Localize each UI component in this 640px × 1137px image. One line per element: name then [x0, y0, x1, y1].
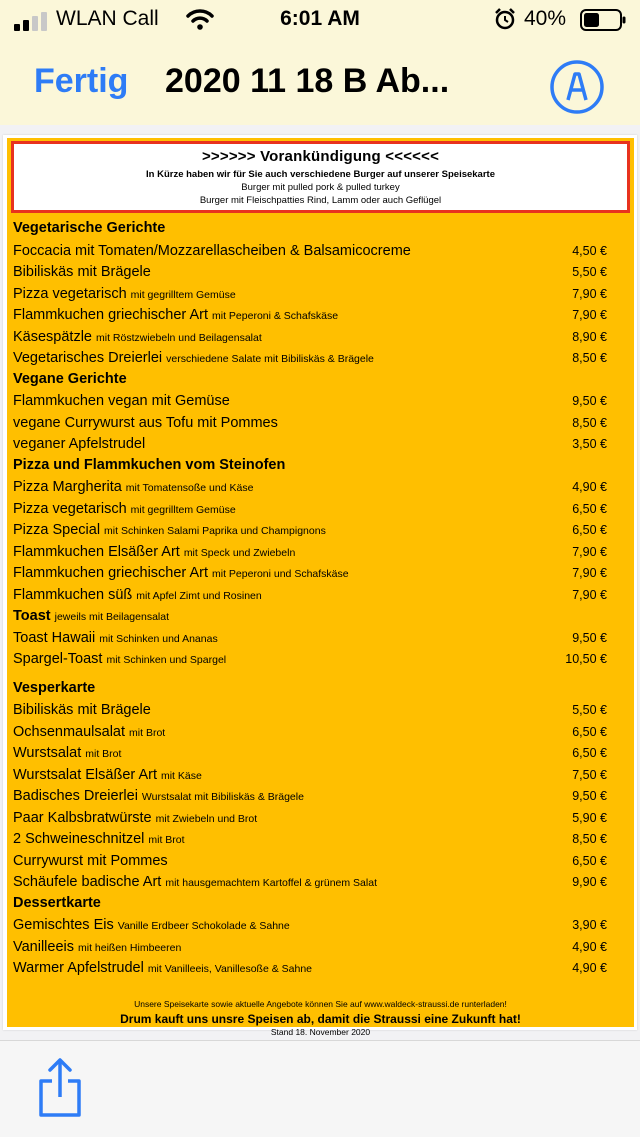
menu-item — [13, 263, 607, 284]
menu-item-description: mit Brot — [148, 834, 185, 846]
menu-item-price: 8,90 € — [572, 329, 607, 344]
menu-item-name: Wurstsalat Elsäßer Art — [13, 766, 157, 783]
menu-item — [13, 392, 607, 413]
menu-item-price: 6,50 € — [572, 523, 607, 537]
menu-item-name: Flammkuchen vegan mit Gemüse — [13, 393, 230, 409]
menu-item-price: 6,50 € — [572, 724, 607, 739]
menu-item — [13, 723, 607, 744]
menu-item-name: Flammkuchen griechischer Art — [13, 307, 209, 323]
menu-item — [13, 787, 607, 808]
menu-item-price: 5,50 € — [572, 703, 607, 717]
menu-item — [13, 938, 607, 959]
menu-item-price: 7,50 € — [572, 767, 607, 782]
menu-item-name: Wurstsalat — [13, 745, 82, 761]
menu-item-name: Badisches Dreierlei — [13, 788, 138, 804]
menu-item-name: Bibiliskäs mit Brägele — [13, 264, 151, 280]
menu-item-price: 9,90 € — [572, 875, 607, 889]
menu-card — [7, 138, 634, 1037]
menu-item-price: 7,90 € — [572, 566, 607, 580]
menu-item-description: Vanille Erdbeer Schokolade & Sahne — [117, 920, 290, 932]
menu-item — [13, 564, 607, 585]
announcement-title: >>>>>> Vorankündigung <<<<<< — [201, 148, 440, 165]
menu-item — [13, 766, 607, 787]
menu-item — [13, 701, 607, 722]
status-bar — [0, 0, 640, 40]
menu-item — [13, 629, 607, 650]
menu-item-description: Wurstsalat mit Bibiliskäs & Brägele — [141, 791, 304, 803]
menu-item-description: mit Zwiebeln und Brot — [155, 812, 258, 825]
menu-item-price: 7,90 € — [572, 286, 607, 301]
announcement-text: Burger mit pulled pork & pulled turkey — [241, 182, 400, 193]
document-page — [3, 135, 637, 1037]
menu-item — [13, 306, 607, 327]
menu-item-price: 9,50 € — [572, 630, 607, 645]
menu-item-description: mit Vanilleeis, Vanillesoße & Sahne — [147, 963, 313, 975]
document-viewer[interactable] — [0, 125, 640, 1040]
menu-item-name: Spargel-Toast — [13, 651, 103, 667]
menu-item-description: jeweils mit Beilagensalat — [54, 611, 169, 623]
menu-item-price: 8,50 € — [572, 832, 607, 846]
menu-item-price: 3,50 € — [572, 437, 607, 451]
menu-item-description: mit Röstzwiebeln und Beilagensalat — [96, 331, 262, 344]
battery-percent: 40% — [524, 7, 567, 30]
menu-item-price: 4,90 € — [572, 961, 607, 975]
menu-item-name: Pizza vegetarisch — [13, 285, 127, 302]
menu-item — [13, 435, 607, 456]
menu-item-price: 5,50 € — [572, 265, 607, 279]
menu-item-description: verschiedene Salate mit Bibiliskäs & Brägele — [166, 353, 374, 365]
menu-item-price: 7,90 € — [572, 587, 607, 602]
share-icon[interactable] — [35, 1055, 85, 1119]
navigation-bar — [0, 50, 640, 120]
menu-item-description: mit Schinken und Ananas — [99, 632, 218, 645]
menu-item — [13, 744, 607, 765]
section-title: Dessertkarte — [13, 894, 101, 911]
menu-item-description: mit Peperoni und Schafskäse — [212, 568, 349, 580]
menu-item-price: 6,50 € — [572, 746, 607, 760]
menu-item-price: 9,50 € — [572, 789, 607, 803]
menu-item-price: 4,90 € — [572, 939, 607, 954]
menu-item — [13, 349, 607, 370]
menu-item-name: Schäufele badische Art — [13, 874, 162, 890]
menu-item-price: 10,50 € — [565, 652, 607, 666]
document-title: 2020 11 18 B Ab... — [165, 62, 450, 100]
menu-item-description: mit Tomatensoße und Käse — [125, 482, 254, 494]
menu-item-price: 4,90 € — [572, 480, 607, 494]
menu-item — [13, 521, 607, 542]
bottom-toolbar — [0, 1040, 640, 1137]
menu-item-name: Flammkuchen süß — [13, 586, 133, 603]
menu-item-name: Vegetarisches Dreierlei — [13, 350, 163, 366]
menu-item — [13, 809, 607, 830]
menu-item-name: Toast — [13, 608, 51, 624]
menu-item — [13, 830, 607, 851]
menu-item-description: mit Schinken Salami Paprika und Champignons — [104, 525, 326, 537]
menu-item-name: 2 Schweineschnitzel — [13, 831, 145, 847]
menu-item — [13, 285, 607, 306]
menu-item — [13, 242, 607, 263]
footer-date: Stand 18. November 2020 — [270, 1026, 371, 1037]
menu-item — [13, 543, 607, 564]
menu-item-price: 8,50 € — [572, 415, 607, 430]
section-title: Vegane Gerichte — [13, 370, 127, 387]
done-button[interactable]: Fertig — [34, 62, 129, 100]
menu-item-name: Käsespätzle — [13, 328, 92, 345]
alarm-icon — [494, 8, 516, 30]
menu-item — [13, 916, 607, 937]
menu-item-description: mit heißen Himbeeren — [78, 941, 182, 954]
menu-item-name: Toast Hawaii — [13, 629, 96, 646]
menu-item — [13, 500, 607, 521]
footer-note: Unsere Speisekarte sowie aktuelle Angebote können Sie auf www.waldeck-straussi.de runterladen! — [134, 998, 507, 1009]
menu-item-description: mit Peperoni & Schafskäse — [212, 310, 339, 322]
menu-item — [13, 873, 607, 894]
menu-item — [13, 852, 607, 873]
menu-item-description: mit Käse — [160, 769, 202, 782]
menu-item-description: mit Schinken und Spargel — [106, 654, 227, 666]
menu-item-name: Flammkuchen Elsäßer Art — [13, 543, 180, 560]
footer-slogan: Drum kauft uns unsre Speisen ab, damit die Straussi eine Zukunft hat! — [120, 1011, 521, 1026]
menu-item-price: 5,90 € — [572, 810, 607, 825]
section-title: Pizza und Flammkuchen vom Steinofen — [13, 456, 286, 473]
menu-item-description: mit gegrilltem Gemüse — [130, 288, 236, 301]
menu-item — [13, 414, 607, 435]
menu-item-description: mit Brot — [129, 726, 166, 739]
menu-item — [13, 959, 607, 980]
section-title: Vesperkarte — [13, 679, 96, 696]
menu-item-price: 7,90 € — [572, 544, 607, 559]
menu-item-name: Pizza Special — [13, 522, 101, 538]
menu-item — [13, 650, 607, 671]
menu-item — [13, 478, 607, 499]
menu-item — [13, 586, 607, 607]
menu-item-name: Pizza Margherita — [13, 479, 122, 495]
top-bar — [0, 0, 640, 125]
menu-item-description: mit hausgemachtem Kartoffel & grünem Salat — [165, 877, 377, 889]
menu-item-name: vegane Currywurst aus Tofu mit Pommes — [13, 414, 278, 431]
menu-item-name: Currywurst mit Pommes — [13, 852, 168, 869]
menu-item-price: 7,90 € — [572, 308, 607, 322]
menu-item-price: 9,50 € — [572, 394, 607, 408]
battery-icon — [580, 9, 626, 31]
carrier-label: WLAN Call — [56, 7, 159, 30]
menu-item-description: mit Speck und Zwiebeln — [183, 546, 296, 559]
menu-item-price: 3,90 € — [572, 918, 607, 932]
menu-item-price: 4,50 € — [572, 243, 607, 258]
menu-item-price: 6,50 € — [572, 501, 607, 516]
menu-item-name: Pizza vegetarisch — [13, 500, 127, 517]
menu-item-description: mit gegrilltem Gemüse — [130, 503, 236, 516]
menu-item-name: Bibiliskäs mit Brägele — [13, 702, 151, 718]
clock-time: 6:01 AM — [280, 7, 360, 30]
announcement-box — [11, 141, 630, 213]
menu-item-name: Paar Kalbsbratwürste — [13, 809, 152, 826]
menu-item-name: Foccacia mit Tomaten/Mozzarellascheiben & Balsamicocreme — [13, 242, 411, 259]
announcement-text: Burger mit Fleischpatties Rind, Lamm oder auch Geflügel — [199, 195, 442, 206]
menu-footer — [7, 999, 634, 1037]
menu-item-name: Vanilleeis — [13, 938, 74, 955]
announcement-text: In Kürze haben wir für Sie auch verschiedene Burger auf unserer Speisekarte — [146, 169, 495, 180]
menu-item — [13, 607, 607, 628]
menu-item-price: 6,50 € — [572, 853, 607, 868]
section-title: Vegetarische Gerichte — [13, 220, 166, 236]
menu-item-description: mit Apfel Zimt und Rosinen — [136, 589, 262, 602]
menu-item — [13, 328, 607, 349]
menu-item-name: Ochsenmaulsalat — [13, 723, 126, 740]
menu-item-description: mit Brot — [85, 748, 122, 760]
markup-pen-icon[interactable] — [549, 59, 605, 115]
menu-item-price: 8,50 € — [572, 351, 607, 365]
menu-item-name: veganer Apfelstrudel — [13, 436, 146, 452]
menu-item-name: Warmer Apfelstrudel — [13, 960, 144, 976]
menu-item-name: Gemischtes Eis — [13, 917, 114, 933]
menu-item-name: Flammkuchen griechischer Art — [13, 565, 209, 581]
